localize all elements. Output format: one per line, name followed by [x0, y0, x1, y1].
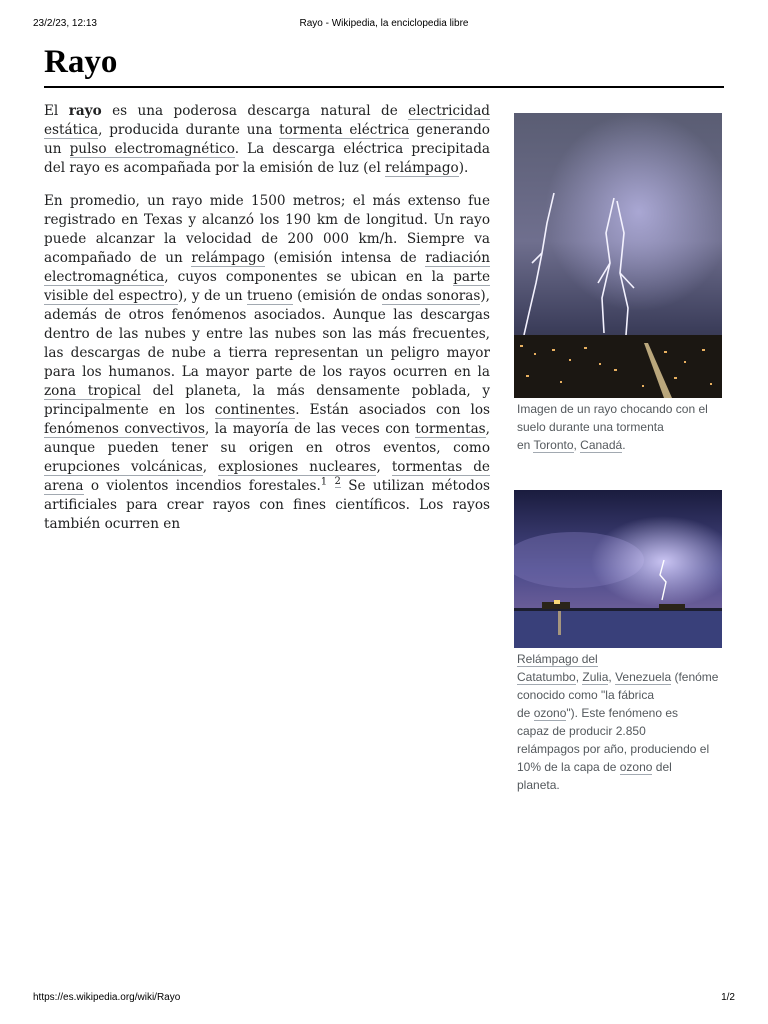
- article-link[interactable]: Zulia: [582, 670, 609, 684]
- print-header: [0, 18, 768, 32]
- reference-marker[interactable]: 1: [320, 476, 328, 488]
- caption-line: [517, 686, 731, 704]
- text-run: ), además de otros fenómenos asociados. Aunque las descargas dentro de las nubes y entre las nubes son las más frecuentes, las descargas de nube a tierra representan un peligro mayor para los humanos. La mayor parte de los rayos ocurren en la: [44, 288, 490, 380]
- text-run: en: [517, 438, 534, 452]
- text-run: .: [622, 438, 626, 452]
- text-run: planeta.: [517, 778, 560, 792]
- caption-line: [517, 704, 731, 722]
- text-run: 10% de la capa de: [517, 760, 620, 774]
- text-run: relámpagos por año, produciendo el: [517, 742, 710, 756]
- article-link[interactable]: relámpago: [191, 250, 265, 266]
- text-run: suelo durante una tormenta: [517, 420, 664, 434]
- reference-marker[interactable]: 2: [334, 476, 341, 488]
- article-link[interactable]: electricidad estática: [44, 103, 490, 138]
- text-run: , producida durante una: [98, 122, 280, 138]
- article-link[interactable]: Relámpago del: [517, 652, 598, 666]
- text-run: o violentos incendios forestales.: [83, 478, 321, 494]
- caption-line: [517, 650, 731, 668]
- figure-catatumbo-caption: [514, 650, 731, 794]
- bold-term: rayo: [68, 103, 102, 119]
- text-run: El: [44, 103, 69, 119]
- figure-toronto: [514, 113, 728, 454]
- article-link[interactable]: trueno: [247, 288, 293, 304]
- text-run: ), y de un: [177, 288, 248, 304]
- text-run: Imagen de un rayo chocando con el: [517, 402, 708, 416]
- paragraph-intro: [44, 102, 490, 178]
- text-run: capaz de producir 2.850: [517, 724, 646, 738]
- article-link[interactable]: ozono: [533, 706, 567, 720]
- caption-line: [517, 758, 731, 776]
- text-run: En promedio, un rayo mide 1500 metros; el más extenso fue registrado en Texas y alcanzó los 190 km de longitud. Un rayo puede alcanzar la velocidad de 200 000 km/h. Siempre va acompañado de un: [44, 193, 490, 266]
- text-run: ,: [575, 670, 583, 684]
- text-run: . Están asociados con los: [295, 402, 490, 418]
- text-run: ,: [202, 459, 219, 475]
- page-title: Rayo: [44, 42, 724, 88]
- article-link[interactable]: ozono: [619, 760, 653, 774]
- text-run: . La descarga eléctrica precipitada del rayo es acompañada por la emisión de luz (el: [44, 141, 490, 176]
- text-run: ,: [608, 670, 616, 684]
- article-link[interactable]: Canadá: [580, 438, 623, 452]
- article-link[interactable]: Venezuela: [615, 670, 672, 684]
- text-run: es una poderosa descarga natural de: [101, 103, 409, 119]
- article-link[interactable]: ondas sonoras: [381, 288, 481, 304]
- article-link[interactable]: tormentas de arena: [44, 459, 490, 494]
- article-link[interactable]: parte visible del espectro: [44, 269, 490, 304]
- text-run: (emisión de: [292, 288, 382, 304]
- article-link[interactable]: tormenta eléctrica: [279, 122, 410, 138]
- print-footer: [0, 992, 768, 1006]
- caption-line: [517, 776, 731, 794]
- text-run: ,: [573, 438, 581, 452]
- article-link[interactable]: radiación electromagnética: [44, 250, 490, 285]
- article-link[interactable]: zona tropical: [44, 383, 142, 399]
- article-link[interactable]: Catatumbo: [517, 670, 576, 684]
- text-run: generando un: [44, 122, 490, 157]
- caption-line: [517, 722, 731, 740]
- article-body: [44, 102, 490, 548]
- text-run: [327, 478, 334, 494]
- print-datetime: 23/2/23, 12:13: [33, 18, 97, 29]
- text-run: del: [652, 760, 672, 774]
- text-run: de: [517, 706, 534, 720]
- text-run: "). Este fenómeno es: [566, 706, 679, 720]
- text-run: ).: [458, 160, 469, 176]
- text-run: , la mayoría de las veces con: [204, 421, 416, 437]
- caption-line: [517, 418, 731, 436]
- print-page-count: 1/2: [721, 992, 735, 1003]
- lightning-catatumbo-image[interactable]: [514, 490, 722, 648]
- article-link[interactable]: fenómenos convectivos: [44, 421, 205, 437]
- article-link[interactable]: explosiones nucleares: [218, 459, 377, 475]
- article-link[interactable]: erupciones volcánicas: [44, 459, 203, 475]
- figure-catatumbo: [514, 490, 728, 794]
- caption-line: [517, 668, 731, 686]
- text-run: , cuyos componentes se ubican en la: [164, 269, 454, 285]
- article-link[interactable]: continentes: [214, 402, 296, 418]
- lightning-toronto-image[interactable]: [514, 113, 722, 398]
- caption-line: [517, 740, 731, 758]
- caption-line: [517, 400, 731, 418]
- article-link[interactable]: Toronto: [533, 438, 574, 452]
- text-run: Se utilizan métodos artificiales para crear rayos con fines científicos. Los rayos también ocurren en: [44, 478, 491, 532]
- text-run: (fenóme: [671, 670, 719, 684]
- text-run: del planeta, la más densamente poblada, y principalmente en los: [44, 383, 491, 418]
- article-link[interactable]: tormentas: [415, 421, 486, 437]
- print-page-title: Rayo - Wikipedia, la enciclopedia libre: [299, 18, 469, 29]
- print-url: https://es.wikipedia.org/wiki/Rayo: [33, 992, 181, 1003]
- paragraph-details: [44, 192, 490, 534]
- text-run: (emisión intensa de: [264, 250, 426, 266]
- article-link[interactable]: pulso electromagnético: [69, 141, 235, 157]
- text-run: , aunque pueden tener su origen en otros eventos, como: [44, 421, 490, 456]
- caption-line: [517, 436, 731, 454]
- text-run: conocido como "la fábrica: [517, 688, 654, 702]
- article-link[interactable]: relámpago: [385, 160, 459, 176]
- figure-toronto-caption: [514, 400, 731, 454]
- text-run: ,: [376, 459, 392, 475]
